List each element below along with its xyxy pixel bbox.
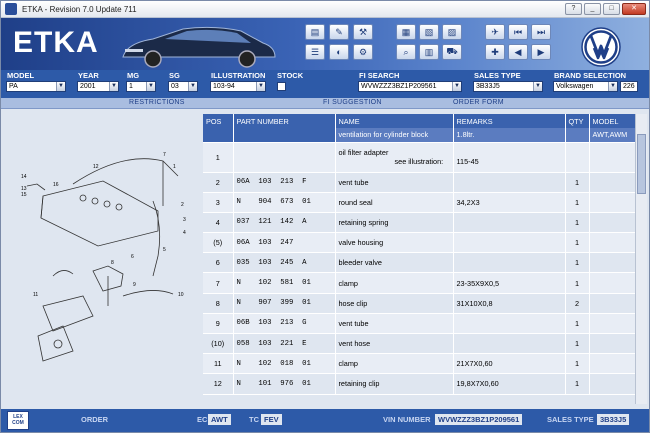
parts-list-icon[interactable]: ☰ [305, 44, 325, 60]
illustration-select[interactable] [210, 81, 266, 92]
table-row[interactable] [203, 273, 635, 293]
help-button[interactable]: ? [565, 3, 582, 15]
stock-checkbox[interactable] [277, 82, 286, 91]
row-model [589, 212, 635, 232]
brand-label: BRAND SELECTION [554, 71, 627, 80]
model-label: MODEL [7, 71, 35, 80]
row-pos: 9 [203, 313, 233, 333]
sales-type-status-label: SALES TYPE [547, 415, 594, 424]
chevron-down-icon[interactable]: ▼ [608, 82, 617, 91]
header-banner [1, 18, 649, 70]
callout-11: 11 [33, 292, 39, 298]
table-row[interactable] [203, 354, 635, 374]
mg-label: MG [127, 71, 140, 80]
prev-page-icon[interactable]: ◀ [508, 44, 528, 60]
row-remarks [453, 212, 565, 232]
table-row[interactable] [203, 212, 635, 232]
row-qty: 1 [565, 374, 589, 394]
elsa-icon[interactable]: ▦ [396, 24, 416, 40]
table-row[interactable] [203, 142, 635, 172]
callout-15: 15 [21, 192, 27, 198]
row-qty: 1 [565, 354, 589, 374]
dealer-icon[interactable]: ⚙ [353, 44, 373, 60]
ec-label: EC [197, 415, 208, 424]
title-remarks: 1.8ltr. [453, 128, 565, 142]
mg-select[interactable] [126, 81, 156, 92]
brand-count: 226 [620, 81, 638, 92]
row-part-number: N 102 581 01 [233, 273, 335, 293]
row-pos: 7 [203, 273, 233, 293]
row-qty: 1 [565, 233, 589, 253]
minimize-button[interactable]: _ [584, 3, 601, 15]
row-qty: 1 [565, 273, 589, 293]
app-icon [5, 3, 17, 15]
row-part-number: N 101 976 01 [233, 374, 335, 394]
row-pos: 8 [203, 293, 233, 313]
sales-type-select[interactable] [473, 81, 543, 92]
row-qty: 1 [565, 253, 589, 273]
model-select[interactable] [6, 81, 66, 92]
link-bar [1, 98, 649, 109]
row-remarks: 31X10X0,8 [453, 293, 565, 313]
row-remarks [453, 334, 565, 354]
title-part [233, 128, 335, 142]
tc-label: TC [249, 415, 259, 424]
sales-type-status-value: 3B33J5 [597, 414, 629, 425]
graphic-icon[interactable]: ◐ [329, 44, 349, 60]
row-model [589, 334, 635, 354]
compare-icon[interactable]: ▧ [419, 24, 439, 40]
row-remarks: 21X7X0,60 [453, 354, 565, 374]
callout-1: 1 [173, 164, 176, 170]
row-part-number: 035 103 245 A [233, 253, 335, 273]
table-row[interactable] [203, 334, 635, 354]
row-part-number: 06A 103 247 [233, 233, 335, 253]
table-title-row [203, 128, 635, 142]
sg-value: 03 [171, 83, 179, 90]
row-name-text: oil filter adapter [338, 148, 389, 157]
callout-10: 10 [178, 292, 184, 298]
row-model [589, 192, 635, 212]
row-name: hose clip [335, 293, 453, 313]
last-page-icon[interactable]: ⏭ [531, 24, 551, 40]
etka-logo: ETKA [13, 26, 99, 59]
row-model [589, 273, 635, 293]
row-model [589, 172, 635, 192]
row-remarks-text: 115-45 [456, 157, 479, 166]
model-value: PA [9, 83, 18, 90]
col-header-model[interactable]: MODEL [589, 114, 635, 128]
callout-5: 5 [163, 247, 166, 253]
row-qty: 1 [565, 313, 589, 333]
row-qty: 1 [565, 334, 589, 354]
table-row[interactable] [203, 192, 635, 212]
print-icon[interactable]: ▤ [305, 24, 325, 40]
row-name: bleeder valve [335, 253, 453, 273]
table-row[interactable] [203, 313, 635, 333]
status-bar [1, 409, 649, 432]
tools-icon[interactable]: ⚒ [353, 24, 373, 40]
chevron-down-icon[interactable]: ▼ [533, 82, 542, 91]
col-header-remarks[interactable]: REMARKS [453, 114, 565, 128]
row-pos: 2 [203, 172, 233, 192]
row-name: clamp [335, 354, 453, 374]
title-model: AWT,AWM [589, 128, 635, 142]
row-pos: 12 [203, 374, 233, 394]
callout-2: 2 [181, 202, 184, 208]
chevron-down-icon[interactable]: ▼ [109, 82, 118, 91]
row-name: vent tube [335, 172, 453, 192]
row-part-number: 058 103 221 E [233, 334, 335, 354]
sales-type-label: SALES TYPE [474, 71, 521, 80]
row-model [589, 142, 635, 172]
row-remarks [453, 253, 565, 273]
row-model [589, 253, 635, 273]
row-pos: (10) [203, 334, 233, 354]
fi-search-select[interactable] [358, 81, 462, 92]
row-remarks [453, 313, 565, 333]
row-pos: 1 [203, 142, 233, 172]
restrictions-link[interactable]: RESTRICTIONS [129, 99, 185, 106]
lexcom-logo: LEX COM [7, 411, 29, 430]
order-form-link[interactable]: ORDER FORM [453, 99, 504, 106]
callout-6: 6 [131, 254, 134, 260]
shopping-cart-icon[interactable]: ⛟ [442, 44, 462, 60]
sales-type-value: 3B33J5 [476, 83, 500, 90]
row-name: retaining spring [335, 212, 453, 232]
fi-search-label: FI SEARCH [359, 71, 400, 80]
chevron-down-icon[interactable]: ▼ [146, 82, 155, 91]
table-row[interactable] [203, 172, 635, 192]
year-select[interactable] [77, 81, 119, 92]
notepad-icon[interactable]: ✎ [329, 24, 349, 40]
title-pos [203, 128, 233, 142]
row-model [589, 233, 635, 253]
row-model [589, 354, 635, 374]
vin-label: VIN NUMBER [383, 415, 431, 424]
brand-value: Volkswagen [556, 83, 594, 90]
col-header-pos[interactable]: POS [203, 114, 233, 128]
parts-illustration[interactable] [13, 146, 203, 371]
col-header-qty[interactable]: QTY [565, 114, 589, 128]
chevron-down-icon[interactable]: ▼ [256, 82, 265, 91]
ec-value: AWT [208, 414, 231, 425]
row-part-number: N 907 399 01 [233, 293, 335, 313]
row-pos: (5) [203, 233, 233, 253]
order-label[interactable]: ORDER [81, 415, 109, 424]
tool-icon[interactable]: ✚ [485, 44, 505, 60]
fi-search-value: WVWZZZ3BZ1P209561 [361, 83, 437, 90]
row-name: vent tube [335, 313, 453, 333]
year-value: 2001 [80, 83, 96, 90]
col-header-part-number[interactable]: PART NUMBER [233, 114, 335, 128]
sg-label: SG [169, 71, 180, 80]
row-remarks: 34,2X3 [453, 192, 565, 212]
title-qty [565, 128, 589, 142]
row-qty: 1 [565, 192, 589, 212]
callout-3: 3 [183, 217, 186, 223]
row-pos: 4 [203, 212, 233, 232]
first-page-icon[interactable]: ⏮ [508, 24, 528, 40]
pin-icon[interactable]: ✈ [485, 24, 505, 40]
row-name: valve housing [335, 233, 453, 253]
scrollbar-thumb[interactable] [637, 134, 646, 194]
document-icon[interactable]: ▥ [419, 44, 439, 60]
car-image [113, 21, 281, 69]
search-icon[interactable]: ⌕ [396, 44, 416, 60]
row-qty: 1 [565, 172, 589, 192]
table-row[interactable] [203, 293, 635, 313]
row-name: vent hose [335, 334, 453, 354]
callout-4: 4 [183, 230, 186, 236]
row-part-number: N 102 018 01 [233, 354, 335, 374]
row-part-number: N 904 673 01 [233, 192, 335, 212]
row-pos: 3 [203, 192, 233, 212]
row-remarks [453, 233, 565, 253]
window-title: ETKA - Revision 7.0 Update 711 [22, 4, 137, 14]
row-part-number: 037 121 142 A [233, 212, 335, 232]
row-qty: 2 [565, 293, 589, 313]
col-header-name[interactable]: NAME [335, 114, 453, 128]
chevron-down-icon[interactable]: ▼ [56, 82, 65, 91]
callout-8: 8 [111, 260, 114, 266]
vin-value: WVWZZZ3BZ1P209561 [435, 414, 522, 425]
vw-logo-icon [581, 27, 621, 67]
tc-value: FEV [261, 414, 282, 425]
illustration-label: ILLUSTRATION [211, 71, 266, 80]
title-bar [1, 1, 649, 18]
row-part-number: 06B 103 213 G [233, 313, 335, 333]
callout-7: 7 [163, 152, 166, 158]
callout-16: 16 [53, 182, 59, 188]
row-model [589, 374, 635, 394]
table-row[interactable] [203, 374, 635, 394]
sg-select[interactable] [168, 81, 198, 92]
row-part-number: 06A 103 213 F [233, 172, 335, 192]
row-name-sub: see illustration: [394, 157, 444, 166]
row-name: round seal [335, 192, 453, 212]
maximize-button[interactable]: □ [603, 3, 620, 15]
table-row[interactable] [203, 253, 635, 273]
illustration-value: 103-94 [213, 83, 235, 90]
row-qty: 1 [565, 212, 589, 232]
selection-bar [1, 70, 649, 98]
callout-13: 13 [21, 186, 27, 192]
close-button[interactable]: ✕ [622, 3, 646, 15]
chevron-down-icon[interactable]: ▼ [452, 82, 461, 91]
row-pos: 6 [203, 253, 233, 273]
table-scrollbar[interactable] [635, 114, 647, 404]
brand-select[interactable] [553, 81, 618, 92]
stock-label: STOCK [277, 71, 304, 80]
mg-value: 1 [129, 83, 133, 90]
callout-14: 14 [21, 174, 27, 180]
chevron-down-icon[interactable]: ▼ [188, 82, 197, 91]
cart-icon[interactable]: ▨ [442, 24, 462, 40]
year-label: YEAR [78, 71, 99, 80]
table-row[interactable] [203, 233, 635, 253]
row-name: clamp [335, 273, 453, 293]
row-model [589, 293, 635, 313]
callout-12: 12 [93, 164, 99, 170]
row-model [589, 313, 635, 333]
row-remarks [453, 142, 565, 172]
fi-suggestion-link[interactable]: FI SUGGESTION [323, 99, 382, 106]
row-remarks [453, 172, 565, 192]
title-name: ventilation for cylinder block [335, 128, 453, 142]
row-name [335, 142, 453, 172]
row-pos: 11 [203, 354, 233, 374]
callout-9: 9 [133, 282, 136, 288]
parts-table [203, 114, 636, 395]
row-remarks: 19,8X7X0,60 [453, 374, 565, 394]
row-qty [565, 142, 589, 172]
row-remarks: 23-35X9X0,5 [453, 273, 565, 293]
row-name: retaining clip [335, 374, 453, 394]
next-page-icon[interactable]: ▶ [531, 44, 551, 60]
row-part-number [233, 142, 335, 172]
